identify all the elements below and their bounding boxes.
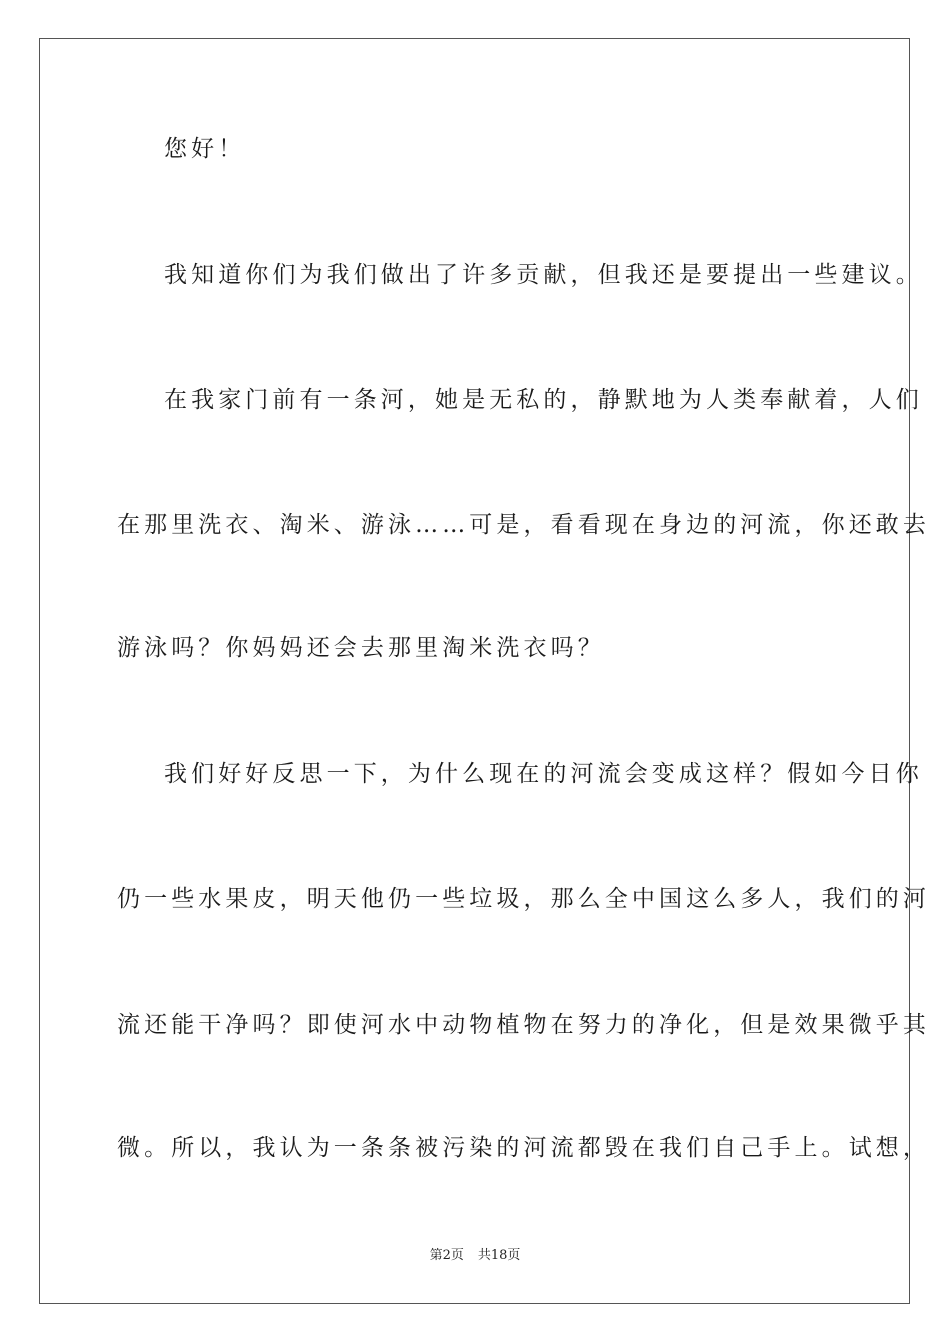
page-number: 第2页	[429, 1248, 464, 1263]
paragraph-3-line-1: 我们好好反思一下，为什么现在的河流会变成这样？假如今日你	[164, 761, 923, 787]
paragraph-3-line-2: 仍一些水果皮，明天他仍一些垃圾，那么全中国这么多人，我们的河	[117, 886, 930, 912]
paragraph-2-line-2: 在那里洗衣、淘米、游泳……可是，看看现在身边的河流，你还敢去	[117, 512, 930, 538]
paragraph-3-line-4: 微。所以，我认为一条条被污染的河流都毁在我们自己手上。试想，	[117, 1135, 930, 1161]
page-border	[39, 38, 910, 1304]
page-total: 共18页	[477, 1248, 521, 1263]
paragraph-2-line-3: 游泳吗？你妈妈还会去那里淘米洗衣吗？	[117, 635, 605, 661]
paragraph-2-line-1: 在我家门前有一条河，她是无私的，静默地为人类奉献着，人们	[164, 387, 923, 413]
paragraph-3-line-3: 流还能干净吗？即使河水中动物植物在努力的净化，但是效果微乎其	[117, 1012, 930, 1038]
page-footer	[0, 1249, 950, 1262]
paragraph-1-line-1: 我知道你们为我们做出了许多贡献，但我还是要提出一些建议。	[164, 262, 923, 288]
greeting-line: 您好！	[164, 136, 246, 162]
